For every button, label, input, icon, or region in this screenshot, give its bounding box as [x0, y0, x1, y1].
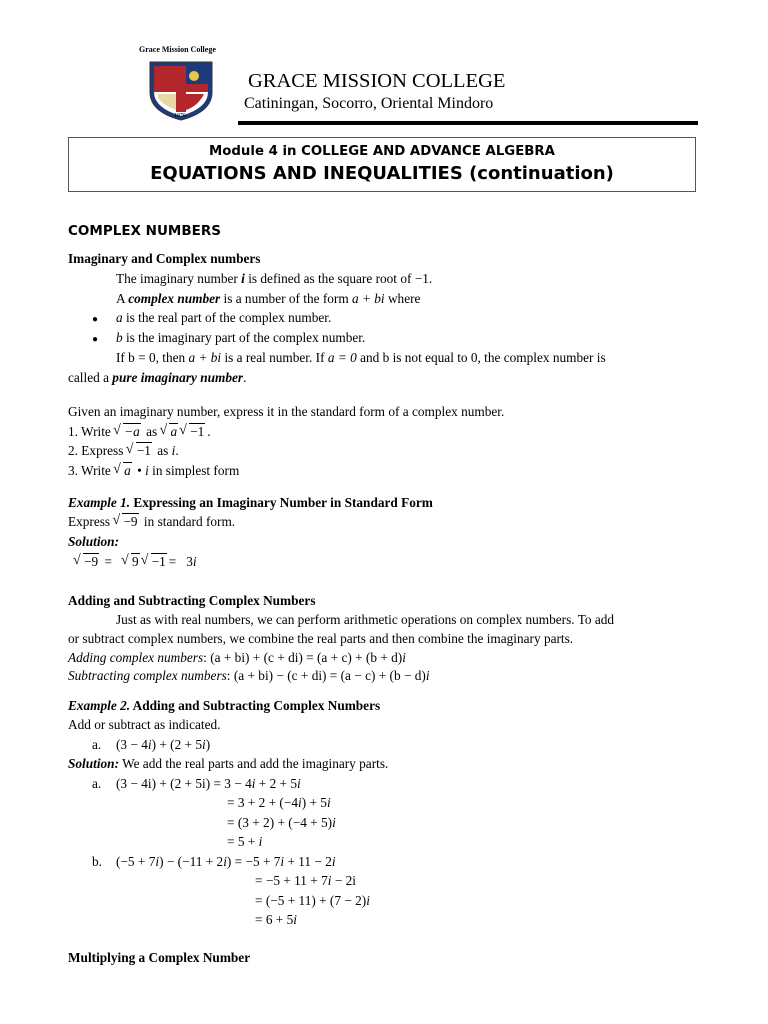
- text: =: [168, 554, 180, 569]
- college-address: Catiningan, Socorro, Oriental Mindoro: [244, 95, 494, 112]
- radical: [160, 425, 178, 438]
- adding-heading: Adding and Subtracting Complex Numbers: [68, 593, 316, 608]
- text: 3. Write: [68, 463, 115, 478]
- example-1-heading: [68, 496, 433, 509]
- text: (3 − 4i) + (2 + 5i) = 3 − 4: [116, 776, 252, 791]
- example-label: Example 2.: [68, 698, 131, 713]
- solution-a-line-2: [227, 796, 331, 809]
- radical: [127, 444, 152, 457]
- imag-unit: i: [297, 776, 301, 791]
- expression: a + bi: [188, 350, 222, 365]
- solution-b-line-1: [116, 855, 336, 868]
- text: is a real number. If: [221, 350, 328, 365]
- text: − 2i: [331, 873, 356, 888]
- example-title: Expressing an Imaginary Number in Standard Form: [130, 495, 433, 510]
- radical: [114, 464, 132, 477]
- text: (3 − 4: [116, 737, 148, 752]
- text: .: [175, 443, 179, 458]
- text: = (3 + 2) + (−4 + 5): [227, 815, 333, 830]
- imag-unit: i: [280, 854, 285, 869]
- example-2-item-a-marker: a.: [92, 737, 102, 752]
- radical: [122, 555, 140, 568]
- imag-unit: i: [293, 912, 297, 927]
- text: is the imaginary part of the complex number.: [122, 330, 366, 345]
- radical: [180, 425, 205, 438]
- example-2-item-a: [116, 738, 210, 751]
- imag-unit: i: [327, 873, 332, 888]
- solution-a-marker: a.: [92, 776, 102, 791]
- text: ): [205, 737, 211, 752]
- text: ) + (2 + 5: [151, 737, 203, 752]
- example-2-prompt: Add or subtract as indicated.: [68, 717, 221, 732]
- text: =: [101, 554, 116, 569]
- imag-unit: i: [425, 668, 430, 683]
- imag-unit: i: [332, 815, 336, 830]
- text: We add the real parts and add the imaginary parts.: [119, 756, 389, 771]
- text: called a: [68, 370, 113, 385]
- imag-unit: i: [145, 463, 149, 478]
- text: + 2 + 5: [255, 776, 298, 791]
- step-1: [68, 425, 211, 438]
- example-1-prompt: [68, 515, 235, 528]
- text: is a number of the form: [220, 291, 352, 306]
- radicand: −1: [190, 424, 205, 439]
- radicand: −9: [123, 514, 138, 529]
- text: and b is not equal to 0, the complex number is: [356, 350, 606, 365]
- example-1-solution-label: Solution:: [68, 534, 119, 549]
- solution-a-line-3: [227, 816, 336, 829]
- imag-unit: i: [147, 737, 152, 752]
- formula-label: Adding complex numbers: [68, 650, 204, 665]
- imag-unit: i: [241, 271, 245, 286]
- variable: b: [116, 330, 123, 345]
- text: A: [116, 291, 129, 306]
- text: 2. Express: [68, 443, 127, 458]
- text: in standard form.: [140, 514, 236, 529]
- text: If b = 0, then: [116, 350, 189, 365]
- text: = 3 + 2 + (−4: [227, 795, 298, 810]
- example-label: Example 1.: [68, 495, 131, 510]
- variable: a: [116, 310, 123, 325]
- adding-formula: [68, 651, 406, 664]
- text: + 11 − 2: [284, 854, 332, 869]
- section-heading: COMPLEX NUMBERS: [68, 223, 221, 239]
- bullet-real-part: [116, 311, 331, 324]
- text: is the real part of the complex number.: [122, 310, 332, 325]
- radicand: 9: [131, 554, 139, 569]
- step-3: [68, 464, 239, 477]
- imag-unit: i: [192, 554, 197, 569]
- steps-intro: Given an imaginary number, express it in the standard form of a complex number.: [68, 404, 505, 419]
- expression: a + bi: [352, 291, 385, 306]
- text: is defined as the square root of −1.: [244, 271, 433, 286]
- college-logo: [136, 44, 226, 122]
- imag-unit: i: [202, 737, 206, 752]
- text: ) − (−11 + 2: [159, 854, 224, 869]
- logo-year: 1976: [174, 113, 186, 119]
- bullet-icon: ●: [92, 334, 99, 345]
- imag-unit: i: [331, 854, 336, 869]
- text: •: [133, 463, 146, 478]
- imag-unit: i: [251, 776, 256, 791]
- module-line: Module 4 in COLLEGE AND ADVANCE ALGEBRA: [209, 144, 555, 159]
- radicand: −1: [136, 443, 151, 458]
- example-2-heading: [68, 699, 380, 712]
- text: ) + 5: [301, 795, 327, 810]
- text: .: [243, 370, 247, 385]
- header-divider: [238, 121, 698, 125]
- imag-unit: i: [171, 443, 176, 458]
- imag-unit: i: [155, 854, 160, 869]
- text: 1. Write: [68, 424, 115, 439]
- definition-complex: [116, 292, 420, 305]
- solution-label: Solution:: [68, 756, 119, 771]
- pure-imaginary-line: [68, 371, 246, 384]
- radical: [74, 555, 99, 568]
- text: = 6 + 5: [255, 912, 294, 927]
- text: = 5 +: [227, 834, 259, 849]
- text: = (−5 + 11) + (7 − 2): [255, 893, 367, 908]
- formula: : (a + bi) − (c + di) = (a − c) + (b − d): [226, 668, 426, 683]
- step-2: [68, 444, 179, 457]
- radical: [142, 555, 167, 568]
- solution-b-line-3: [255, 894, 370, 907]
- result: 3: [186, 554, 193, 569]
- text: .: [207, 424, 211, 439]
- radicand: −1: [151, 554, 166, 569]
- college-name: GRACE MISSION COLLEGE: [248, 70, 506, 92]
- text: The imaginary number: [116, 271, 242, 286]
- example-2-solution: [68, 757, 388, 770]
- text: where: [384, 291, 421, 306]
- imag-unit: i: [366, 893, 370, 908]
- text: ) = −5 + 7: [226, 854, 281, 869]
- adding-paragraph-2: or subtract complex numbers, we combine the real parts and then combine the imaginary parts.: [68, 631, 574, 646]
- term: complex number: [128, 291, 221, 306]
- text: as: [153, 443, 172, 458]
- expression: a = 0: [327, 350, 357, 365]
- imaginary-heading: Imaginary and Complex numbers: [68, 251, 261, 266]
- imag-unit: i: [298, 795, 302, 810]
- text: (−5 + 7: [116, 854, 156, 869]
- term: pure imaginary number: [112, 370, 244, 385]
- radicand: −a: [124, 424, 140, 439]
- formula: : (a + bi) + (c + di) = (a + c) + (b + d): [203, 650, 403, 665]
- radicand: a: [124, 463, 131, 478]
- radicand: −9: [84, 554, 99, 569]
- example-1-solution: [74, 555, 197, 568]
- imag-unit: i: [326, 795, 331, 810]
- text: in simplest form: [148, 463, 240, 478]
- bullet-icon: ●: [92, 314, 99, 325]
- bullet-imag-part: [116, 331, 365, 344]
- formula-label: Subtracting complex numbers: [68, 668, 227, 683]
- radicand: a: [170, 424, 178, 439]
- imag-unit: i: [402, 650, 406, 665]
- solution-b-line-4: [255, 913, 297, 926]
- subtracting-formula: [68, 669, 430, 682]
- text: = −5 + 11 + 7: [255, 873, 328, 888]
- solution-b-marker: b.: [92, 854, 102, 869]
- solution-a-line-4: [227, 835, 262, 848]
- text: Express: [68, 514, 114, 529]
- adding-paragraph-1: Just as with real numbers, we can perform arithmetic operations on complex numbers. To add: [116, 612, 615, 627]
- logo-text: Grace Mission College: [139, 45, 216, 54]
- solution-b-line-2: [255, 874, 356, 887]
- definition-imaginary: [116, 272, 432, 285]
- radical: [114, 425, 141, 438]
- radical: [113, 515, 138, 528]
- imag-unit: i: [223, 854, 227, 869]
- text: as: [142, 424, 161, 439]
- imag-unit: i: [258, 834, 263, 849]
- college-seal: [136, 44, 226, 122]
- multiplying-heading: Multiplying a Complex Number: [68, 950, 251, 965]
- module-title: EQUATIONS AND INEQUALITIES (continuation): [150, 163, 614, 184]
- real-number-condition: [116, 351, 606, 364]
- example-title: Adding and Subtracting Complex Numbers: [130, 698, 381, 713]
- module-box: [68, 137, 696, 192]
- solution-a-line-1: [116, 777, 301, 790]
